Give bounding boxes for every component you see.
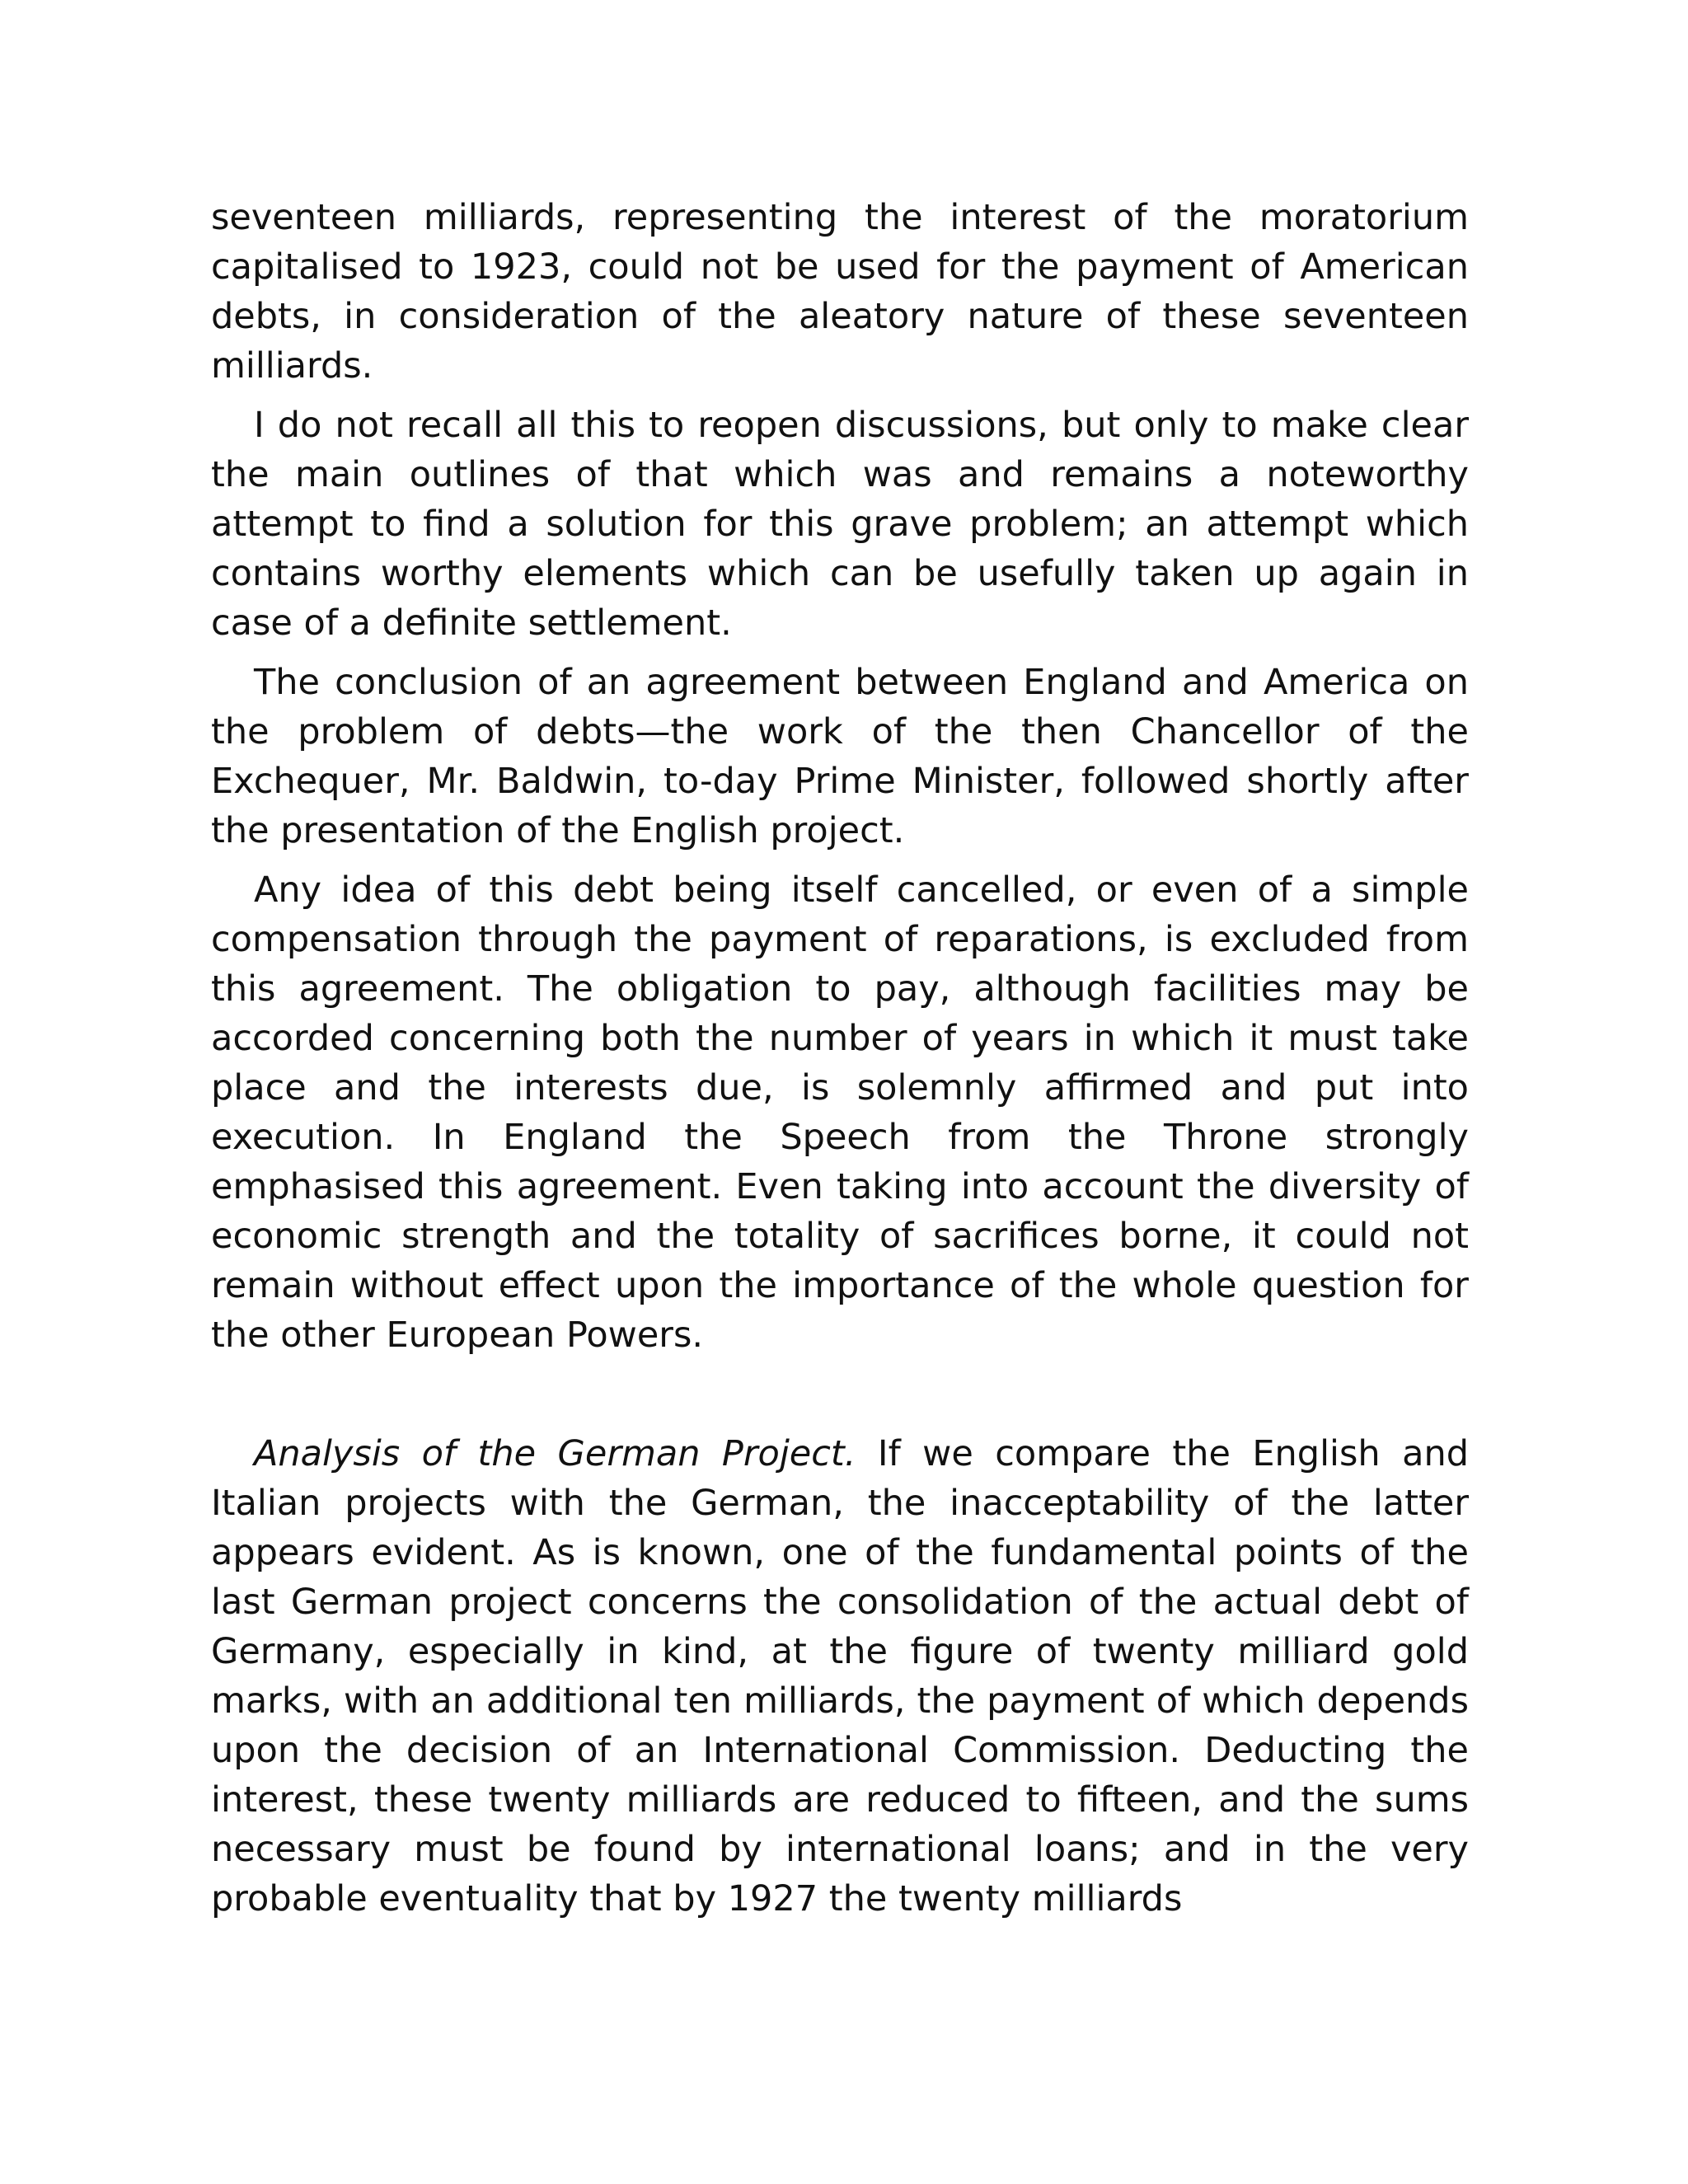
paragraph-agreement: The conclusion of an agreement between England and America on the problem of debts—the work of the then Chancellor of the Exchequer, Mr. Baldwin, to-day Prime Minister, followed shortly after the presentation of the English project. (211, 662, 1469, 851)
section-heading: Analysis of the German Project. (254, 1433, 856, 1474)
text-block (211, 193, 1469, 1933)
paragraph-obligation: Any idea of this debt being itself cancelled, or even of a simple compensation through the payment of reparations, is excluded from this agreement. The obligation to pay, although facilities may be accorded concerning both the number of years in which it must take place and the interests due, is solemnly affirmed and put into execution. In England the Speech from the Throne strongly emphasised this agreement. Even taking into account the diversity of economic strength and the totality of sacrifices borne, it could not remain without effect upon the importance of the whole question for the other European Powers. (211, 869, 1469, 1356)
paragraph-continuation: seventeen milliards, representing the interest of the moratorium capitalised to 1923, could not be used for the payment of American debts, in consideration of the aleatory nature of these seventeen milliards. (211, 197, 1469, 387)
paragraph-german-project (211, 1429, 1469, 1924)
paragraph-recall: I do not recall all this to reopen discussions, but only to make clear the main outlines of that which was and remains a noteworthy attempt to find a solution for this grave problem; an attempt which contains worthy elements which can be usefully taken up again in case of a definite settlement. (211, 405, 1469, 644)
section-body: If we compare the English and Italian projects with the German, the inacceptability of the latter appears evident. As is known, one of the fundamental points of the last German project concerns the consolidation of the actual debt of Germany, especially in kind, at the figure of twenty milliard gold marks, with an additional ten milliards, the payment of which depends upon the decision of an International Commission. Deducting the interest, these twenty milliards are reduced to fifteen, and the sums necessary must be found by international loans; and in the very probable eventuality that by 1927 the twenty milliards (211, 1433, 1470, 1919)
